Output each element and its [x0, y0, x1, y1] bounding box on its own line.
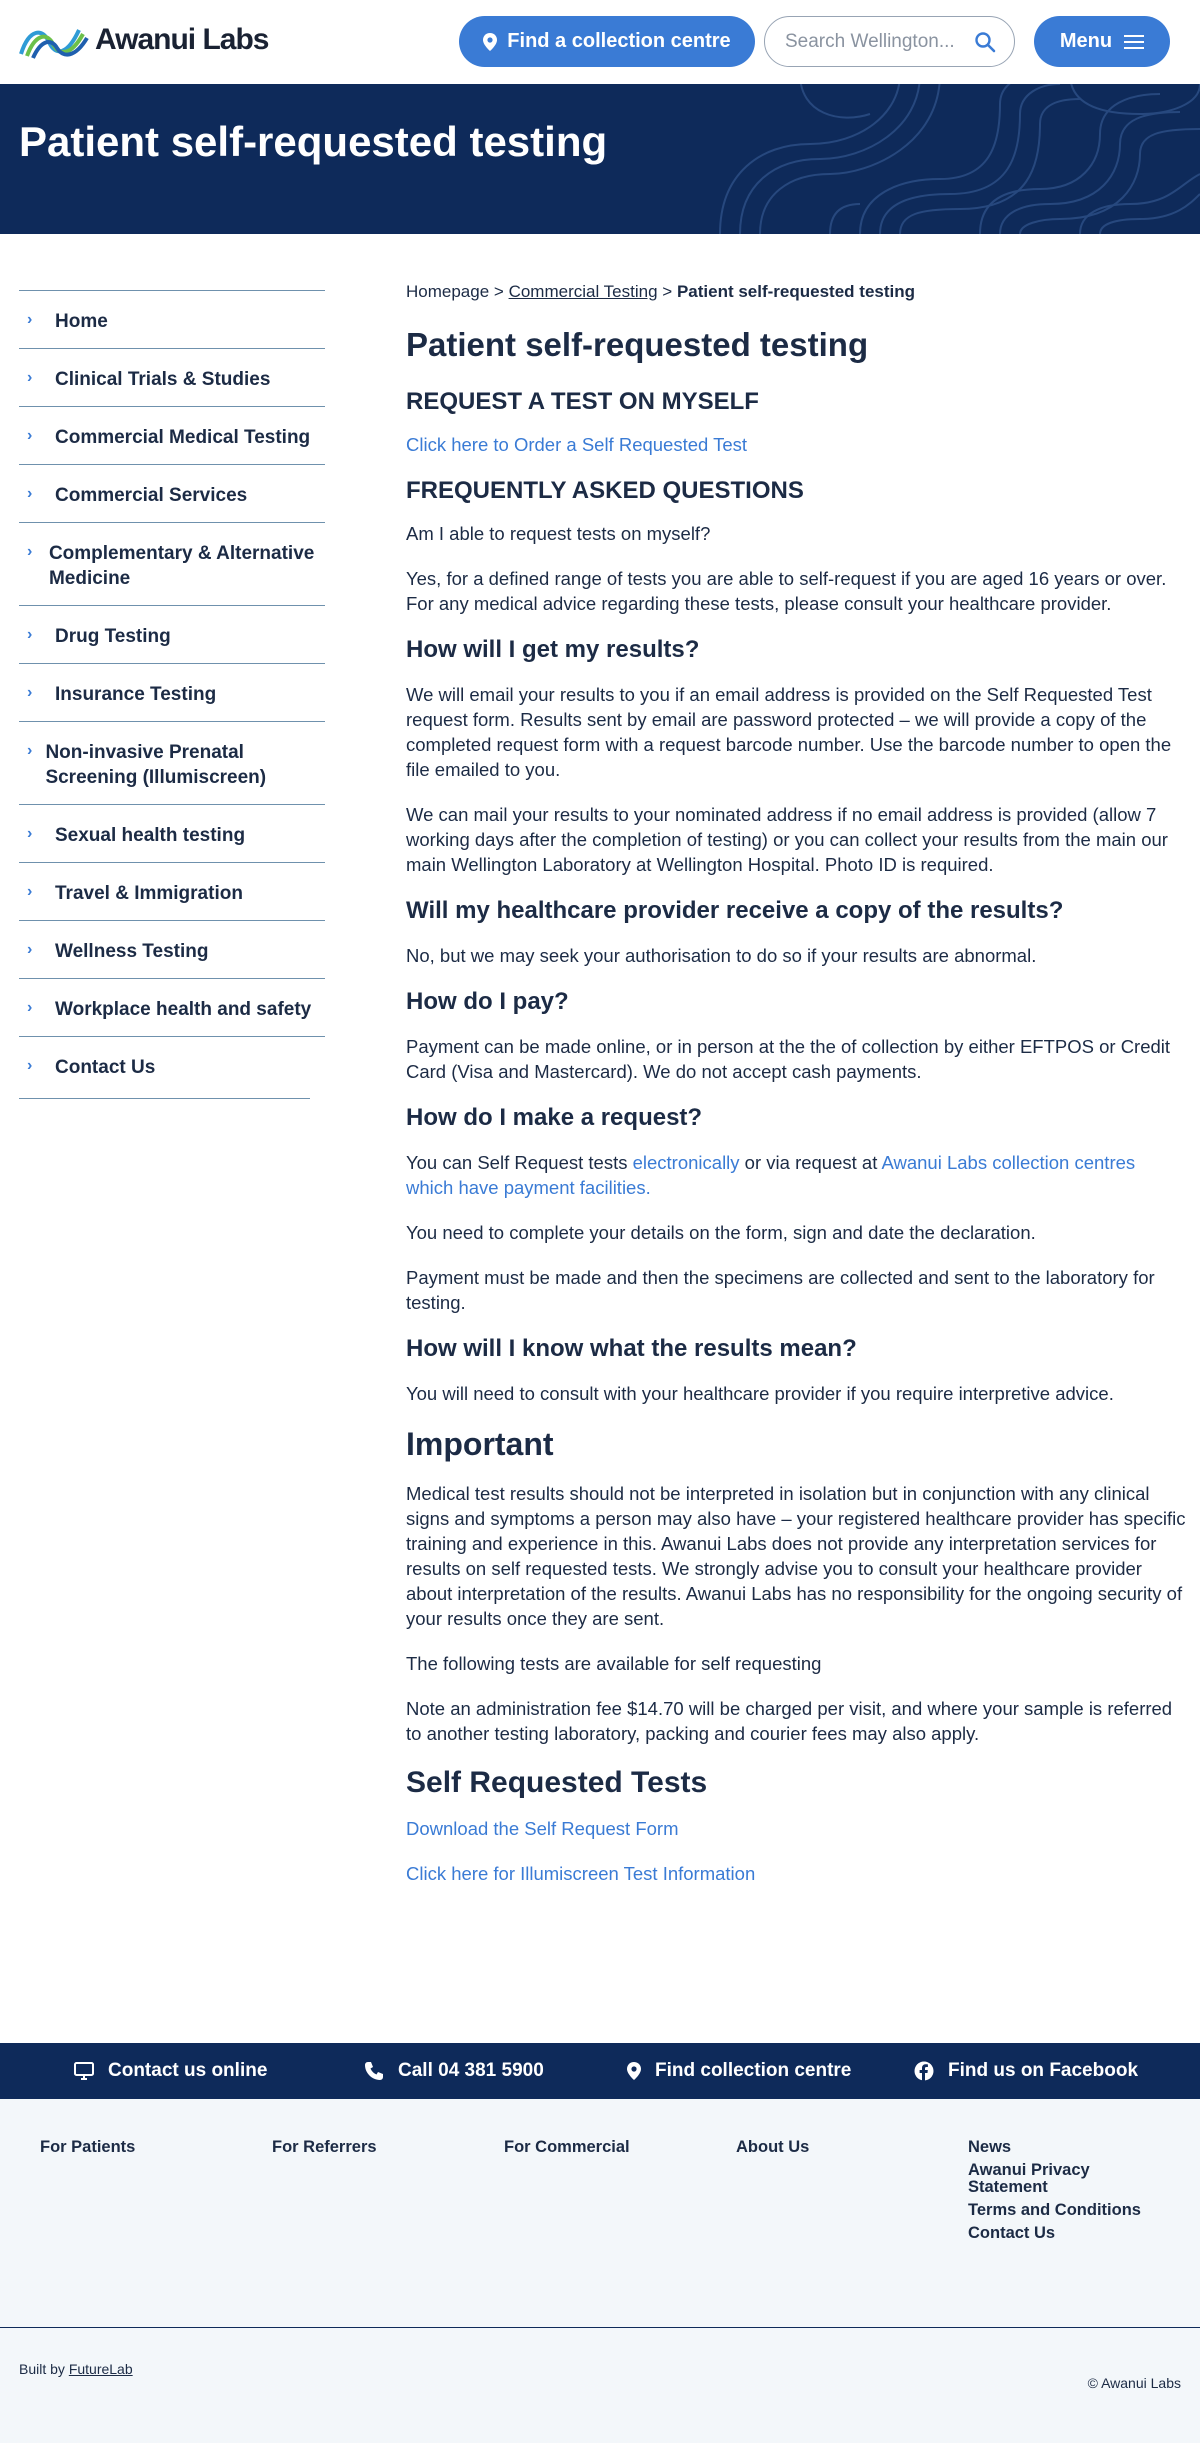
footer-col-referrers[interactable]	[272, 2139, 377, 2162]
faq-answer-text: Yes, for a defined range of tests you are able to self-request if you are aged 16 years or over. For any medical advice regarding these tests, please consult your healthcare provider.	[406, 568, 1167, 614]
footer-col-misc	[968, 2139, 1168, 2248]
sidebar-item-commercial-medical-testing[interactable]	[19, 406, 325, 464]
copyright: © Awanui Labs	[1087, 2375, 1181, 2391]
breadcrumb	[406, 282, 1186, 302]
find-collection-centre-link[interactable]	[627, 2043, 851, 2099]
call-link[interactable]	[364, 2043, 544, 2099]
sidebar-item-label: Clinical Trials & Studies	[55, 369, 271, 390]
chevron-right-icon: ›	[27, 485, 33, 502]
find-collection-centre-label: Find a collection centre	[507, 30, 731, 52]
sidebar-item-label: Insurance Testing	[55, 684, 217, 705]
faq-question-heading: How will I get my results?	[406, 636, 700, 663]
phone-icon	[364, 2061, 384, 2081]
chevron-right-icon: ›	[27, 684, 33, 701]
self-requested-tests-heading: Self Requested Tests	[406, 1766, 708, 1799]
footer-link-news[interactable]: News	[968, 2138, 1012, 2156]
faq-answer-text: We will email your results to you if an email address is provided on the Self Requested Test request form. Results sent by email are password protected – we will provide a copy of the completed request form with a request barcode number. Use the barcode number to open the file emailed to you.	[406, 684, 1172, 780]
footer-col-patients[interactable]	[40, 2139, 135, 2162]
footer-col-about[interactable]	[736, 2139, 809, 2162]
search-input[interactable]	[785, 31, 965, 53]
collection-centres-link[interactable]: Awanui Labs collection centres which have payment facilities.	[406, 1152, 1136, 1198]
chevron-right-icon: ›	[27, 883, 33, 900]
faq-answer-text: We can mail your results to your nominated address if no email address is provided (allow 7 working days after the completion of testing) or you can collect your results from the main our main Wellington Laboratory at Wellington Hospital. Photo ID is required.	[406, 804, 1168, 875]
footer-link-contact[interactable]: Contact Us	[968, 2224, 1056, 2242]
chevron-right-icon: ›	[27, 1057, 33, 1074]
facebook-icon	[914, 2061, 934, 2081]
map-pin-icon	[627, 2062, 641, 2080]
monitor-icon	[74, 2062, 94, 2080]
hamburger-icon	[1124, 34, 1144, 50]
footer-col-commercial[interactable]	[504, 2139, 630, 2162]
search-box[interactable]	[764, 16, 1015, 67]
hero-pattern-decoration	[600, 84, 1200, 234]
faq-answer-text: Payment can be made online, or in person at the the of collection by either EFTPOS or Credit Card (Visa and Mastercard). We do not accept cash payments.	[406, 1036, 1171, 1082]
sidebar-item-label: Workplace health and safety	[55, 999, 312, 1020]
chevron-right-icon: ›	[27, 543, 33, 560]
faq-heading: FREQUENTLY ASKED QUESTIONS	[406, 477, 804, 504]
chevron-right-icon: ›	[27, 311, 33, 328]
menu-button[interactable]	[1034, 16, 1170, 67]
site-header	[0, 0, 1200, 84]
breadcrumb-commercial-testing[interactable]: Commercial Testing	[508, 282, 658, 301]
faq-question-heading: How do I pay?	[406, 988, 569, 1015]
footer-link-terms[interactable]: Terms and Conditions	[968, 2201, 1141, 2219]
contact-online-label: Contact us online	[108, 2060, 268, 2081]
sidebar-item-sexual-health[interactable]	[19, 804, 325, 862]
chevron-right-icon: ›	[27, 999, 33, 1016]
footer-link[interactable]: For Referrers	[272, 2138, 377, 2156]
built-by	[19, 2361, 133, 2377]
sidebar-item-commercial-services[interactable]	[19, 464, 325, 522]
request-text: You can Self Request tests	[406, 1152, 633, 1173]
faq-question-heading: How do I make a request?	[406, 1104, 703, 1131]
sidebar-nav	[19, 290, 325, 1099]
order-test-link[interactable]: Click here to Order a Self Requested Test	[406, 434, 748, 455]
breadcrumb-current: Patient self-requested testing	[676, 282, 916, 301]
hero-banner	[0, 84, 1200, 234]
breadcrumb-home[interactable]: Homepage	[406, 282, 490, 301]
sidebar-item-label: Complementary & Alternative Medicine	[48, 543, 315, 589]
sidebar-divider	[19, 1098, 310, 1099]
search-icon[interactable]	[974, 31, 996, 53]
logo-text: Awanui Labs	[95, 23, 269, 56]
find-collection-centre-button[interactable]	[459, 16, 755, 67]
main-content	[406, 282, 1186, 1906]
faq-answer-text: No, but we may seek your authorisation to do so if your results are abnormal.	[406, 945, 1037, 966]
menu-label: Menu	[1059, 30, 1113, 52]
sidebar-item-label: Commercial Medical Testing	[55, 427, 311, 448]
built-by-text: Built by	[19, 2361, 69, 2377]
footer-link-privacy[interactable]: Awanui Privacy Statement	[968, 2161, 1090, 2196]
sidebar-item-home[interactable]	[19, 290, 325, 348]
sidebar-item-prenatal-screening[interactable]	[19, 721, 325, 804]
faq-answer-text: You will need to consult with your healthcare provider if you require interpretive advice.	[406, 1383, 1114, 1404]
fee-text: Note an administration fee $14.70 will be charged per visit, and where your sample is referred to another testing laboratory, packing and courier fees may also apply.	[406, 1698, 1173, 1744]
sidebar-item-label: Home	[55, 311, 108, 332]
chevron-right-icon: ›	[27, 941, 33, 958]
sidebar-item-label: Non-invasive Prenatal Screening (Illumiscreen)	[45, 742, 267, 788]
footer-link[interactable]: For Commercial	[504, 2138, 630, 2156]
sidebar-item-workplace-health[interactable]	[19, 978, 325, 1036]
important-text: Medical test results should not be interpreted in isolation but in conjunction with any clinical signs and symptoms a person may also have – your registered healthcare provider has specific training and experience in this. Awanui Labs does not provide any interpretation services for results on self requested tests. We strongly advise you to consult your healthcare provider about interpretation of the results. Awanui Labs has no responsibility for the ongoing security of your results once they are sent.	[406, 1483, 1186, 1629]
footer-link[interactable]: For Patients	[40, 2138, 136, 2156]
chevron-right-icon: ›	[27, 626, 33, 643]
sidebar-item-label: Drug Testing	[55, 626, 171, 647]
chevron-right-icon: ›	[27, 742, 33, 759]
page-title: Patient self-requested testing	[406, 326, 869, 363]
sidebar-item-travel-immigration[interactable]	[19, 862, 325, 920]
hero-title: Patient self-requested testing	[19, 118, 608, 165]
facebook-link[interactable]	[914, 2043, 1138, 2099]
faq-question-text: Am I able to request tests on myself?	[406, 523, 711, 544]
electronically-link[interactable]: electronically	[632, 1152, 740, 1173]
call-label: Call 04 381 5900	[398, 2060, 544, 2081]
request-text: or via request at	[739, 1152, 882, 1173]
sidebar-item-contact-us[interactable]	[19, 1036, 325, 1094]
chevron-right-icon: ›	[27, 369, 33, 386]
download-form-link[interactable]: Download the Self Request Form	[406, 1818, 679, 1839]
sidebar-item-label: Travel & Immigration	[55, 883, 243, 904]
breadcrumb-separator: >	[493, 282, 504, 301]
sidebar-item-insurance-testing[interactable]	[19, 663, 325, 721]
sidebar-item-label: Contact Us	[55, 1057, 156, 1078]
sidebar-item-wellness-testing[interactable]	[19, 920, 325, 978]
contact-online-link[interactable]	[74, 2043, 267, 2099]
footer-link[interactable]: About Us	[736, 2138, 810, 2156]
sidebar-item-label: Sexual health testing	[55, 825, 246, 846]
faq-question-heading: Will my healthcare provider receive a copy of the results?	[406, 897, 1064, 924]
find-collection-centre-label: Find collection centre	[655, 2060, 852, 2081]
futurelab-link[interactable]: FutureLab	[68, 2361, 133, 2377]
site-footer	[0, 2099, 1200, 2443]
sidebar-item-label: Commercial Services	[55, 485, 248, 506]
chevron-right-icon: ›	[27, 427, 33, 444]
facebook-label: Find us on Facebook	[948, 2060, 1139, 2081]
sidebar-item-drug-testing[interactable]	[19, 605, 325, 663]
sidebar-item-clinical-trials[interactable]	[19, 348, 325, 406]
faq-question-heading: How will I know what the results mean?	[406, 1335, 857, 1362]
breadcrumb-separator: >	[662, 282, 673, 301]
important-heading: Important	[406, 1426, 554, 1462]
faq-answer-text	[406, 1150, 1186, 1200]
logo[interactable]	[19, 20, 268, 60]
chevron-right-icon: ›	[27, 825, 33, 842]
awanui-logo-icon	[19, 20, 89, 60]
faq-answer-text: You need to complete your details on the form, sign and date the declaration.	[406, 1222, 1036, 1243]
footer-divider	[0, 2327, 1200, 2328]
footer-contact-bar	[0, 2043, 1200, 2099]
map-pin-icon	[483, 33, 497, 51]
illumiscreen-link[interactable]: Click here for Illumiscreen Test Information	[406, 1863, 756, 1884]
request-heading: REQUEST A TEST ON MYSELF	[406, 388, 759, 415]
available-text: The following tests are available for self requesting	[406, 1653, 822, 1674]
faq-answer-text: Payment must be made and then the specimens are collected and sent to the laboratory for testing.	[406, 1267, 1155, 1313]
sidebar-item-complementary-medicine[interactable]	[19, 522, 325, 605]
sidebar-item-label: Wellness Testing	[55, 941, 209, 962]
